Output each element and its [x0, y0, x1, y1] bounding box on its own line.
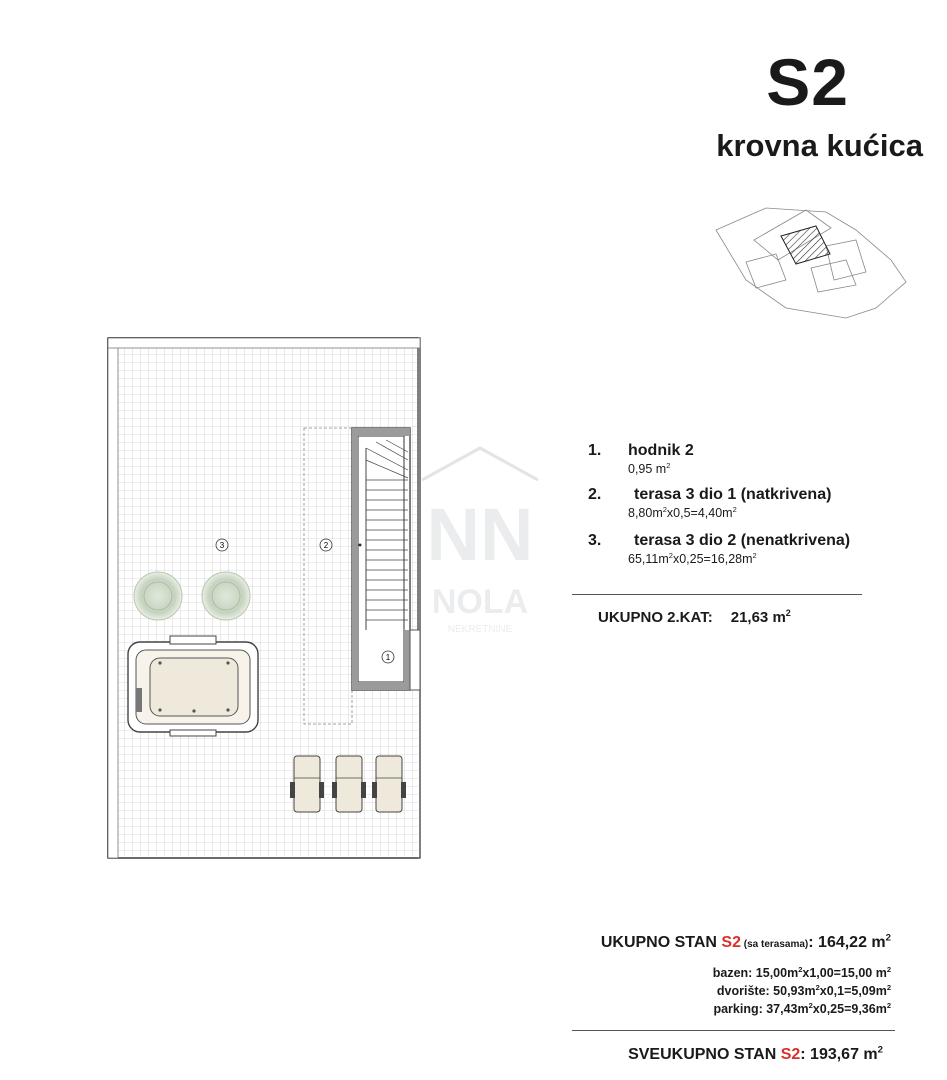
- extra-area-yard: dvorište: $50,93m^2x0,1=5,09m^2$: [716, 982, 891, 998]
- room-name: hodnik 2: [628, 442, 694, 459]
- unit-code: S2: [766, 45, 849, 119]
- room-item: [588, 532, 888, 566]
- room-number: 2.: [588, 486, 602, 503]
- floor-plan: [100, 330, 534, 865]
- room-list: [588, 442, 888, 570]
- svg-text:3: 3: [219, 541, 225, 550]
- room-number: 1.: [588, 442, 602, 459]
- room-item: [588, 442, 888, 476]
- extra-areas: [713, 964, 891, 1018]
- room-name: terasa 3 dio 1 (natkrivena): [634, 486, 832, 503]
- svg-text:1: 1: [385, 653, 391, 662]
- key-plan-diagram: [706, 190, 916, 330]
- planter-right: [202, 572, 250, 620]
- nola-watermark-logo: [422, 448, 538, 635]
- floor-total: [598, 609, 791, 626]
- planter-left: [134, 572, 182, 620]
- divider: [572, 594, 862, 595]
- divider: [572, 1030, 895, 1031]
- svg-text:NN: NN: [426, 493, 534, 576]
- grand-total: SVEUKUPNO STAN S2: 193,67 $m^2$: [628, 1044, 883, 1063]
- room-name: terasa 3 dio 2 (nenatkrivena): [634, 532, 851, 549]
- room-area: $65,11m^2x0,25=16,28m^2$: [628, 550, 757, 566]
- unit-total: UKUPNO STAN S2 (sa terasama): 164,22 $m^2$: [600, 932, 891, 951]
- hot-tub: [128, 636, 258, 736]
- extra-area-parking: parking: $37,43m^2x0,25=9,36m^2$: [713, 1000, 891, 1016]
- floor-name: krovna kućica: [716, 128, 923, 163]
- sun-loungers: [290, 756, 406, 812]
- floor-total-label: UKUPNO 2.KAT:: [598, 609, 713, 626]
- room-area: $8,80m^2x0,5=4,40m^2$: [628, 504, 737, 520]
- room-area: 0,95 $m^2$: [628, 460, 671, 476]
- room-tag-3: [216, 539, 228, 551]
- room-item: [588, 486, 888, 520]
- room-tag-1: [382, 651, 394, 663]
- stairwell: [352, 428, 420, 690]
- svg-text:2: 2: [323, 541, 329, 550]
- floor-total-value: 21,63 $m^2$: [730, 608, 791, 626]
- room-number: 3.: [588, 532, 602, 549]
- svg-text:NOLA: NOLA: [431, 583, 529, 621]
- svg-text:NEKRETNINE: NEKRETNINE: [447, 624, 513, 635]
- extra-area-pool: bazen: $15,00m^2x1,00=15,00$ $m^2$: [712, 964, 891, 980]
